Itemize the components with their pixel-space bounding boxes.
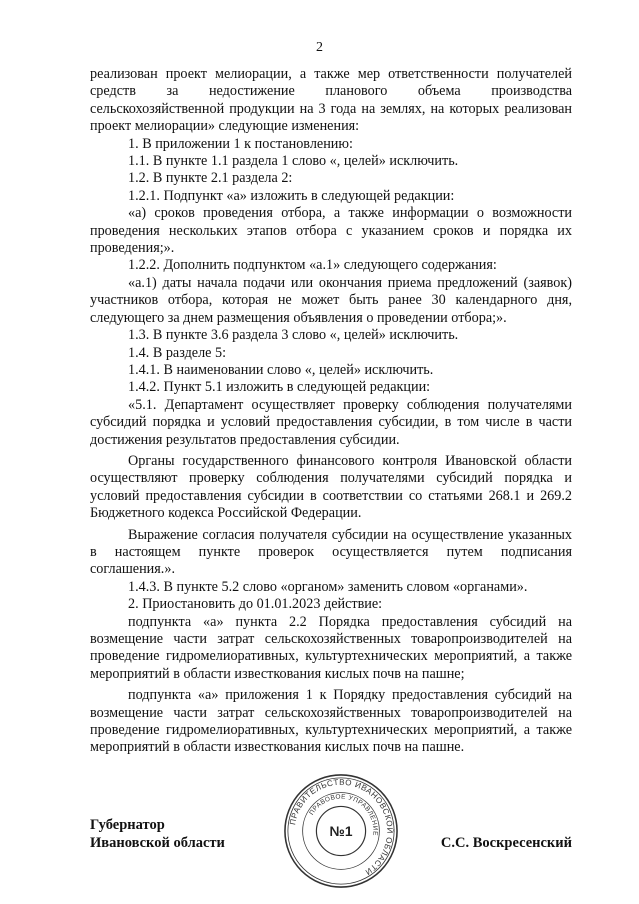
seal-number: №1 <box>329 823 353 839</box>
page-number: 2 <box>316 40 323 55</box>
seal-outer-text: ПРАВИТЕЛЬСТВО ИВАНОВСКОЙ ОБЛАСТИ <box>288 777 395 877</box>
paragraph: 1.2. В пункте 2.1 раздела 2: <box>128 170 293 187</box>
signature-position <box>90 816 225 852</box>
paragraph: «5.1. Департамент осуществляет проверку соблюдения получателями субсидий порядка и условий предоставления субсидии, в том числе в части достижения результатов предоставления субсидии. <box>90 396 572 448</box>
paragraph: «а) сроков проведения отбора, а также информации о возможности проведения нескольких этапов отбора с указанием сроков и порядка их проведения;». <box>90 205 572 257</box>
paragraph: 1.4. В разделе 5: <box>128 344 227 361</box>
paragraph: 1.3. В пункте 3.6 раздела 3 слово «, целей» исключить. <box>128 327 459 344</box>
paragraph: Органы государственного финансового контроля Ивановской области осуществляют проверку соблюдения получателями субсидий порядка и условий предоставления субсидии в соответствии со статьями 268.1 и 269.2 Бюджетного кодекса Российской Федерации. <box>90 452 572 522</box>
paragraph: 1.4.1. В наименовании слово «, целей» исключить. <box>128 361 434 378</box>
document-body <box>90 66 572 757</box>
paragraph: 1.1. В пункте 1.1 раздела 1 слово «, целей» исключить. <box>128 153 459 170</box>
paragraph: 1.2.2. Дополнить подпунктом «а.1» следующего содержания: <box>128 257 497 274</box>
paragraph: 1.4.2. Пункт 5.1 изложить в следующей редакции: <box>128 379 431 396</box>
paragraph: 1.4.3. В пункте 5.2 слово «органом» заменить словом «органами». <box>128 578 528 595</box>
paragraph: 1.2.1. Подпункт «а» изложить в следующей редакции: <box>128 187 455 204</box>
paragraph: 2. Приостановить до 01.01.2023 действие: <box>128 596 383 613</box>
paragraph: 1. В приложении 1 к постановлению: <box>128 135 353 152</box>
official-seal-stamp <box>282 772 400 890</box>
paragraph: реализован проект мелиорации, а также мер ответственности получателей средств за недостижение планового объема производства сельскохозяйственной продукции на 3 года на землях, на которых реализован проект мелиорации» следующие изменения: <box>90 66 572 135</box>
signature-position-line1: Губернатор <box>90 817 165 833</box>
seal-inner-text: ПРАВОВОЕ УПРАВЛЕНИЕ <box>308 793 379 837</box>
paragraph: подпункта «а» пункта 2.2 Порядка предоставления субсидий на возмещение части затрат сельскохозяйственных товаропроизводителей на проведение гидромелиоративных, культуртехнических мероприятий, а также мероприятий в области известкования кислых почв на пашне; <box>90 613 572 682</box>
signature-name: С.С. Воскресенский <box>440 835 572 851</box>
signature-position-line2: Ивановской области <box>90 835 225 851</box>
paragraph: «а.1) даты начала подачи или окончания приема предложений (заявок) участников отбора, которая не может быть ранее 30 календарного дня, следующего за днем размещения объявления о проведении отбора;». <box>90 274 572 326</box>
paragraph: подпункта «а» приложения 1 к Порядку предоставления субсидий на возмещение части затрат сельскохозяйственных товаропроизводителей на проведение гидромелиоративных, культуртехнических мероприятий, а также мероприятий в области известкования кислых почв на пашне. <box>90 687 572 756</box>
paragraph: Выражение согласия получателя субсидии на осуществление указанных в настоящем пункте проверок осуществляется путем подписания соглашения.». <box>90 526 572 578</box>
